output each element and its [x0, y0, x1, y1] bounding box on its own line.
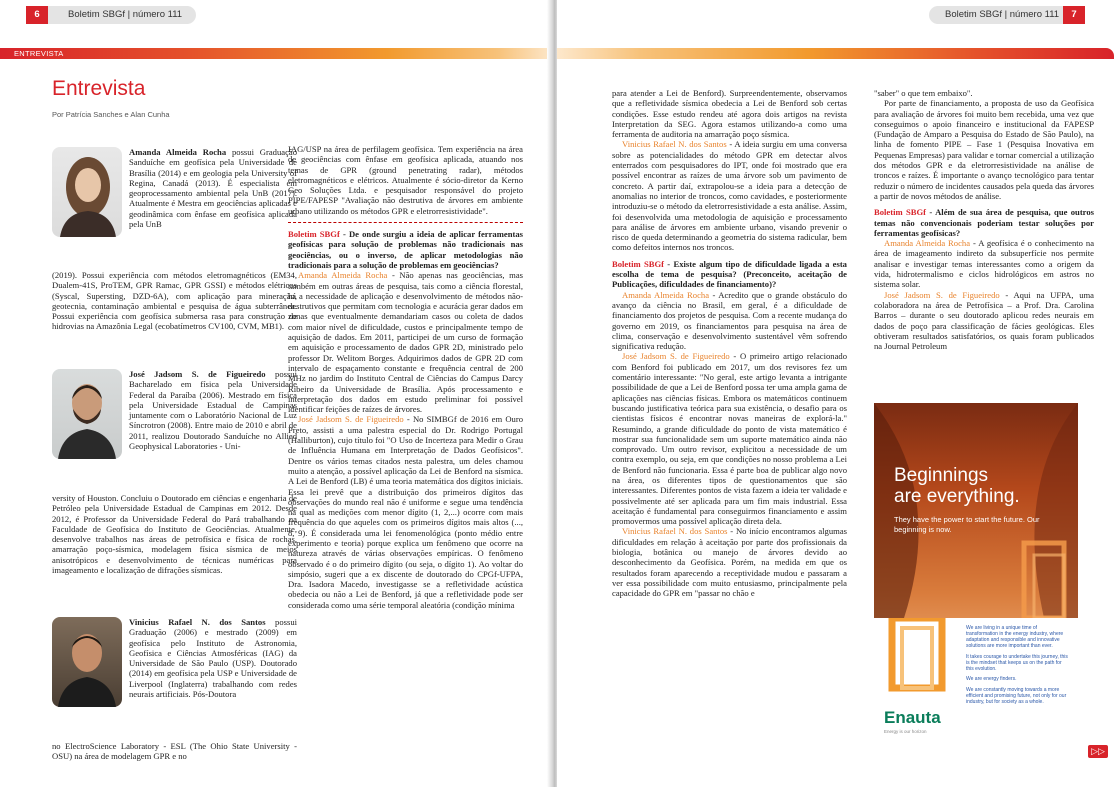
answer-5: [612, 351, 847, 526]
bio-continuation: IAG/USP na área de perfilagem geofísica. Tem experiência na área de geociências com ênfase em geofísica aplicada, atuando nos temas de GPR (ground penetrating radar), métodos eletromagnéticos e elétricos. Atualmente é sócio-diretor da Kerno Geo Soluções Ltda. e pesquisador responsável do projeto PIPE/FAPESP "Avaliação não destrutiva de árvores em ambiente urbano utilizando os métodos GPR e eletrorresistividade".: [288, 144, 523, 216]
paragraph: Por parte de financiamento, a proposta de uso da Geofísica para avaliação de árvores foi muito bem recebida, uma vez que conseguimos o apoio financeiro e institucional da FAPESP (Fundação de Amparo a Pesquisa do Estado de São Paulo), na linha de fomento PIPE – Fase 1 (Pesquisa Inovativa em Pequenas Empresas) para validar e tornar comercial a utilização dos métodos GPR e da eletrorresistividade na análise de troncos e raízes. É importante o avanço tecnológico para tentar reduzir o número de incidentes causados pela queda das árvores a partir de novos métodos de análise.: [874, 98, 1094, 201]
section-band: [0, 48, 553, 59]
left-column-2: [288, 144, 523, 764]
answer-name: Vinicius Rafael N. dos Santos: [622, 526, 728, 537]
photo-amanda: [52, 147, 122, 237]
ad-text-2: It takes courage to undertake this journey, this is the mindset that keeps us on the path for this evolution.: [966, 654, 1068, 672]
bio-amanda-tail: (2019). Possui experiência com métodos eletromagnéticos (EM34, Dualem-41S, ProTEM, GPR Ramac, GPR GSSI) e métodos elétricos (Syscal, Supersting, DZD-6A), com aplicação para mineração, geotecnia, contaminação ambiental e pesquisa de água subterrânea. Possui experiência com geofísica submersa rasa para construção de hidrovias na Amazônia Legal (ecobatímetros CV100, CVM, MB1).: [52, 270, 297, 332]
answer-text: - A ideia surgiu em uma conversa sobre as potencialidades do método GPR em detectar alvos enterrados com pesquisadores do IPT, onde foi mostrado que era possível encontrar as raízes de uma árvore sob um pavimento de concreto. A partir daí, extrapolou-se a ideia para a detecção de anomalias no interior de troncos, como cavidades, e posteriormente introduziu-se o método da eletrorresistividade a esta análise. Assim, foi desenvolvida uma metodologia de aquisição e processamento para análise de árvores em ambiente urbano, visando prevenir o risco de queda determinando a geometria do sistema radicular, bem como defeitos internos nos troncos.: [612, 139, 847, 253]
question-label: Boletim SBGf: [612, 258, 664, 269]
answer-4: [612, 290, 847, 352]
bio-name: Vinicius Rafael N. dos Santos: [129, 617, 266, 627]
section-tab: ENTREVISTA: [14, 49, 64, 58]
bio-name: José Jadsom S. de Figueiredo: [129, 369, 266, 379]
answer-name: Amanda Almeida Rocha: [298, 270, 388, 281]
article-title: Entrevista: [52, 77, 146, 100]
question-label: Boletim SBGf: [874, 207, 927, 218]
answer-name: José Jadsom S. de Figueiredo: [298, 414, 404, 425]
question-3: [874, 207, 1094, 238]
question-1: [288, 229, 523, 270]
answer-text: - A geofísica é o conhecimento na área de imageamento indireto da subsuperfície nos permite analisar e investigar temas interessantes como a origem da vida, hidrotermalismo e ciclos hidrológicos em astros no sistema solar.: [874, 238, 1094, 290]
answer-name: José Jadsom S. de Figueiredo: [622, 351, 730, 362]
bio-text: possui Bacharelado em física pela Universidade Federal da Paraíba (2006). Mestrado em física pela Universidade Estadual de Campinas juntamente com o Laboratório Nacional de Luz Síncrotron (2008). Entre maio de 2010 e abril de 2011, realizou Doutorado Sanduíche no Allied Geophysical Laboratories - Uni-: [129, 369, 297, 452]
photo-vinicius: [52, 617, 122, 707]
portrait-icon: [52, 617, 122, 707]
answer-8: [874, 290, 1094, 352]
question-label: Boletim SBGf: [288, 229, 340, 240]
answer-6: [612, 526, 847, 598]
enauta-logo-subtitle: Energy is our horizon: [884, 729, 927, 734]
ad-headline-line-1: Beginnings: [894, 465, 989, 486]
enauta-logo: Enauta: [884, 708, 941, 727]
right-header: Boletim SBGf | número 111: [929, 6, 1063, 24]
left-header: Boletim SBGf | número 111: [48, 6, 196, 24]
portrait-icon: [52, 147, 122, 237]
enauta-mark-icon: [886, 618, 956, 708]
canyon-graphic: [874, 403, 1078, 618]
question-text: - De onde surgiu a ideia de aplicar ferramentas geofísicas para solução de problemas não tradicionais nas geociências, ou o inverso, de aplicar metodologias não tradicionais para a solução de problemas em geociências?: [288, 229, 523, 270]
section-band-right: [557, 48, 1114, 59]
right-page-number: 7: [1063, 6, 1085, 24]
answer-text: - Acredito que o grande obstáculo do avanço da ciência no Brasil, em geral, é a dificuldade de financiamento dos projetos de pesquisa. Com a recente mudança do governo em 2019, os financiamentos para pesquisa na área de clima, conservação e desenvolvimento sustentável vêm sofrendo significativa redução.: [612, 289, 847, 352]
right-column-2: [874, 88, 1094, 398]
answer-text: - Aqui na UFPA, uma colaboradora na área de Petrofísica – a Prof. Dra. Carolina Barros – durante o seu doutorado aplicou redes neurais em dados de poço para classificação de fácies geológicas. Eles obtiveram resultados satisfatórios, os quais foram publicados na Journal Petroleum: [874, 289, 1094, 352]
answer-1: [288, 270, 523, 414]
photo-jadsom: [52, 369, 122, 459]
bio-jadsom-tail: versity of Houston. Concluiu o Doutorado em ciências e engenharia de Petróleo pela Universidade Estadual de Campinas em 2012. Desde 2012, é Professor da Universidade Federal do Pará trabalhando na Faculdade de Geofísica do Instituto de Geociências. Atualmente, desenvolve trabalhos nas áreas de petrofísica e física de rochas, amarração poço-sísmica, modelagem física sísmica de meios anisotrópicos e desenvolvimento de técnicas numéricas para imageamento e localização de difrações sísmicas.: [52, 493, 297, 576]
divider: [288, 222, 523, 223]
bio-jadsom-head: [129, 369, 297, 451]
bio-vinicius-tail: no ElectroScience Laboratory - ESL (The Ohio State University - OSU) na área de modelagem GPR e no: [52, 741, 297, 762]
enauta-advertisement[interactable]: [874, 403, 1078, 748]
bio-text: possui Graduação (2006) e mestrado (2009) em geofísica pelo Instituto de Astronomia, Geofísica e Ciências Atmosféricas (IAG) da Universidade de São Paulo (USP). Doutorado (2014) em geofísica pela USP e Universidade de Liverpool (Inglaterra) trabalhando com redes neurais artificiais. Pós-Doutora: [129, 617, 297, 700]
ad-headline-line-2: are everything.: [894, 486, 1020, 507]
ad-tagline: They have the power to start the future. Our beginning is now.: [894, 515, 1040, 534]
left-page: [0, 0, 553, 787]
bio-name: Amanda Almeida Rocha: [129, 147, 227, 157]
right-column-1: [612, 88, 847, 768]
answer-text: - Não apenas nas geociências, mas também em outras áreas de pesquisa, tais como a ciência florestal, há a necessidade de aplicação e desenvolvimento de métodos não-destrutivos que permitam com tecnologia e acurácia gerar dados em zonas que eventualmente demandariam casos ou coleta de dados com maior nível de dificuldade, custos e principalmente tempo de aquisição de dados. Em 2011, participei de um curso de formação em aquisição e processamento de dados GPR 2D, ministrado pelo professor Dr. Welitom Borges. Adquirimos dados de GPR 2D com intervalo de espaçamento constante e frequência central de 200 MHz no jardim do Instituto Central de Ciências do Campus Darcy Ribeiro da Universidade de Brasília. Após processamento e interpretação dos dados em estudo preliminar foi possível identificar feições de raízes de árvores.: [288, 270, 523, 415]
byline: Por Patrícia Sanches e Alan Cunha: [52, 110, 170, 119]
left-page-number: 6: [26, 6, 48, 24]
question-text: - Existe algum tipo de dificuldade ligada a esta escolha de tema de pesquisa? (Preconceito, aceitação de Publicações, dificuldades de financiamento)?: [612, 258, 847, 290]
answer-name: Amanda Almeida Rocha: [622, 289, 710, 300]
ad-text-1: We are living in a unique time of transformation in the energy industry, where adaptation and responsible and innovative solutions are more important than ever.: [966, 625, 1064, 649]
next-page-button[interactable]: ▷▷: [1088, 745, 1108, 758]
ad-headline: [894, 465, 1020, 507]
answer-name: Vinicius Rafael N. dos Santos: [622, 139, 727, 150]
bio-amanda-head: [129, 147, 297, 229]
answer-3: [612, 139, 847, 252]
paragraph: para atender a Lei de Benford). Surpreendentemente, observamos que a refletividade sísmica obedecia a Lei de Benford sob certas condições. Esse estudo rendeu até agora dois artigos na revista Interpretation da SEG. Agora estamos utilizando-a como uma ferramenta de auditoria na amarração poço sísmica.: [612, 88, 847, 140]
ad-text-4: We are constantly moving towards a more efficient and promising future, not only for our industry, but for society as a whole.: [966, 687, 1067, 705]
question-text: - Além de sua área de pesquisa, que outros temas não convencionais poderiam testar soluções por ferramentas geofísicas?: [874, 207, 1094, 238]
answer-name: José Jadsom S. de Figueiredo: [884, 289, 1000, 300]
question-2: [612, 259, 847, 290]
answer-name: Amanda Almeida Rocha: [884, 238, 971, 249]
answer-text: - No SIMBGf de 2016 em Ouro Preto, assisti a uma palestra especial do Dr. Rodrigo Portugal (Halliburton), cujo título foi "O Uso de Incerteza para Medir o Grau de Influência Humana em Interpretação de Dados Geofísicos". Dentre os vários temas citados nesta palestra, um deles chamou muito a atenção, a possível aplicação da Lei de Benford na sísmica. A Lei de Benford (LB) é uma teoria matemática dos dígitos iniciais. Essa lei prevê que a distribuição dos primeiros dígitos das observações do mundo real não é uniforme e segue uma tendência na qual as medições com menor dígito (1, 2,...) ocorre com mais frequência do que aqueles com os primeiros dígitos mais altos (..., 8, 9). É considerada uma lei fenomenológica (ponto médio entre experimento e teoria) porque explica um fenômeno que ocorre na natureza através de várias observações empíricas. O fenômeno observado é o do primeiro dígito (ou seja, o dígito 1). Ao voltar do simpósio, sugeri que a ex discente de doutorado do CPGf-UFPA, Dra. Isadora Macedo, investigasse se a refletividade acústica obedecia ou não a Lei de Benford, já que a refletividade pode ser considerada como uma série temporal aleatória (condição mínima: [288, 414, 523, 610]
answer-7: [874, 238, 1094, 289]
ad-text-3: We are energy finders.: [966, 676, 1017, 682]
portrait-icon: [52, 369, 122, 459]
answer-text: - No início encontramos algumas dificuldades em relação à aceitação por parte dos profissionais da biologia, botânica ou manejo de árvores devido ao desconhecimento da Geofísica. Porém, na medida em que os resultados foram aparecendo a receptividade mudou e passaram a ver essa possibilidade com muito entusiasmo, principalmente pela capacidade do GPR em "passar no chão e: [612, 526, 847, 599]
answer-text: - O primeiro artigo relacionado com Benford foi publicado em 2017, um dos revisores fez um comentário interessante: "No geral, este artigo levanta a intrigante possibilidade de que a Lei de Benford possa ter uma ampla gama de aplicações nas ciências físicas. Embora os matemáticos continuem buscando justificativa teórica para sua existência, o desafio para os cientistas físicos é encontrar novas maneiras de explorá-la." Resumindo, a grande dificuldade do ponto de vista matemático é mostrar sua funcionalidade sem um suporte matemático ainda não comprovado. Um outro revisor, explicitou a necessidade de um contra exemplo, ou seja, em que condições no nosso problema a Lei de Benford não funcionaria. Essa é parte boa de publicar algo novo na área, os diferentes tipos de questionamentos que são interessantes. Diferentes pontos de vista fazem a ideia ter validade e possivelmente até ser aplicada para um fim mais industrial. Essa aceitação é fundamental para conseguirmos financiamento e assim promovermos uma possível aplicação direta dela.: [612, 351, 847, 527]
bio-vinicius-head: [129, 617, 297, 699]
paragraph: "saber" o que tem embaixo".: [874, 88, 973, 98]
bio-text: possui Graduação Sanduíche em geofísica pela Universidade de Brasília (2014) e em geologia pela University of Regina, Canadá (2013). É especialista em geoprocessamento ambiental pela UnB (2017). Atualmente é Mestra em geociências aplicadas e geodinâmica com ênfase em geofísica aplicada pela UnB: [129, 147, 297, 230]
answer-2: [288, 414, 523, 610]
